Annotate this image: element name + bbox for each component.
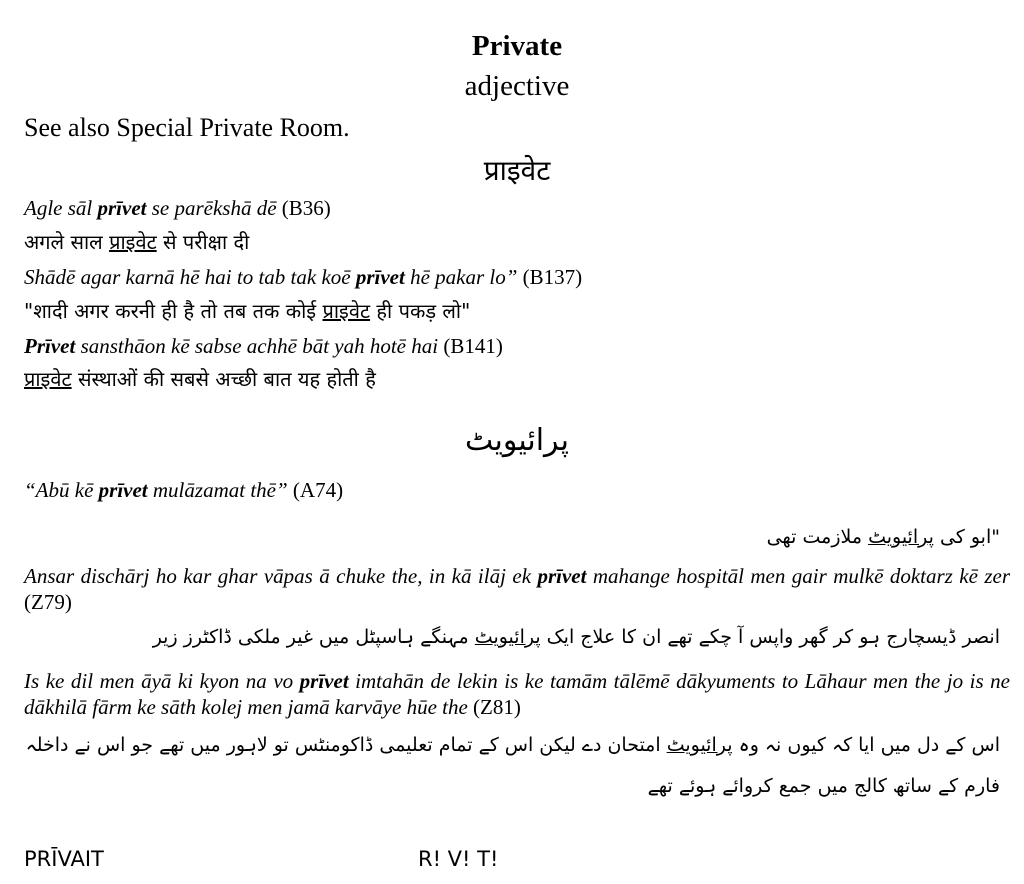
hindi-example-2-text <box>24 297 470 324</box>
see-also-note: See also Special Private Room. <box>24 113 350 142</box>
hindi-heading: प्राइवेट <box>483 154 551 187</box>
urdu-text: امتحان دے لیکن اس کے تمام تعلیمی ڈاکومنٹس تو لاہور میں تھے جو اس نے داخلہ <box>25 734 667 756</box>
translit-text: Shādē agar karnā hē hai to tab tak koē <box>24 265 356 289</box>
hindi-example-2-translit <box>24 265 582 290</box>
consonant-pattern: R! V! T! <box>418 847 499 871</box>
headword: Private <box>471 30 563 62</box>
source-ref: (B36) <box>276 196 331 220</box>
urdu-text: مہنگے ہاسپٹل میں غیر ملکی ڈاکٹرز زیر <box>152 626 475 648</box>
urdu-example-2-translit <box>24 563 1010 615</box>
translit-text: “Abū kē <box>24 478 99 502</box>
urdu-keyword: پرائیویٹ <box>474 626 541 648</box>
hindi-keyword: प्राइवेट <box>322 299 371 323</box>
hindi-keyword: प्राइवेट <box>24 367 72 391</box>
hindi-keyword: प्राइवेट <box>109 230 157 254</box>
translit-text: Ansar dischārj ho kar ghar vāpas ā chuke the, in kā ilāj ek <box>24 564 538 588</box>
hindi-example-3-translit <box>24 334 503 359</box>
urdu-example-3-translit <box>24 668 1010 720</box>
hindi-text: ही पकड़ लो" <box>370 299 471 323</box>
part-of-speech: adjective <box>464 70 570 102</box>
hindi-text: से परीक्षा दी <box>156 230 250 254</box>
translit-text: Agle sāl <box>24 196 98 220</box>
translit-text: sansthāon kē sabse achhē bāt yah hotē hai <box>75 334 439 358</box>
urdu-heading: پرائیویٹ <box>465 423 569 458</box>
translit-keyword: Prīvet <box>24 334 76 358</box>
urdu-example-1-translit <box>24 478 343 503</box>
urdu-text: "ابو کی <box>933 526 1000 548</box>
urdu-example-1-text <box>767 526 1000 548</box>
translit-text: se parēkshā dē <box>146 196 277 220</box>
urdu-text: اس کے دل میں ایا کہ کیوں نہ وہ <box>732 734 1000 756</box>
translit-text: mulāzamat thē” <box>147 478 288 502</box>
urdu-example-3-text-line2: فارم کے ساتھ کالج میں جمع کروائے ہوئے تھے <box>647 775 1000 797</box>
translit-text: hē pakar lo” <box>404 265 518 289</box>
translit-keyword: prīvet <box>355 265 405 289</box>
source-ref: (B141) <box>438 334 503 358</box>
translit-text: mahange hospitāl men gair mulkē doktarz kē zer <box>586 564 1010 588</box>
source-ref: (Z79) <box>24 590 72 614</box>
hindi-example-1-text <box>24 228 249 255</box>
hindi-text: "शादी अगर करनी ही है तो तब तक कोई <box>24 299 323 323</box>
urdu-text: انصر ڈیسچارج ہو کر گھر واپس آ چکے تھے ان کا علاج ایک <box>540 626 1000 648</box>
translit-text: Is ke dil men āyā ki kyon na vo <box>24 669 300 693</box>
urdu-text: ملازمت تھی <box>766 526 869 548</box>
urdu-keyword: پرائیویٹ <box>868 526 934 548</box>
translit-keyword: prīvet <box>97 196 147 220</box>
translit-text: imtahān de lekin is ke tamām tālēmē dākyuments to Lāhaur men the jo is ne dākhilā fārm ke sāth kolej men jamā karvāye hūe the <box>24 669 1010 719</box>
hindi-example-3-text <box>24 365 376 392</box>
urdu-example-2-text <box>153 626 1000 648</box>
hindi-example-1-translit <box>24 196 331 221</box>
urdu-example-3-text-line1 <box>26 734 1000 756</box>
urdu-keyword: پرائیویٹ <box>666 734 733 756</box>
translit-keyword: prīvet <box>98 478 148 502</box>
source-ref: (A74) <box>287 478 344 502</box>
source-ref: (B137) <box>517 265 583 289</box>
hindi-text: संस्थाओं की सबसे अच्छी बात यह होती है <box>71 367 376 391</box>
pronunciation: PRĪVAIT <box>24 847 104 871</box>
translit-keyword: prīvet <box>299 669 349 693</box>
translit-keyword: prīvet <box>537 564 587 588</box>
hindi-text: अगले साल <box>24 230 110 254</box>
source-ref: (Z81) <box>467 695 521 719</box>
